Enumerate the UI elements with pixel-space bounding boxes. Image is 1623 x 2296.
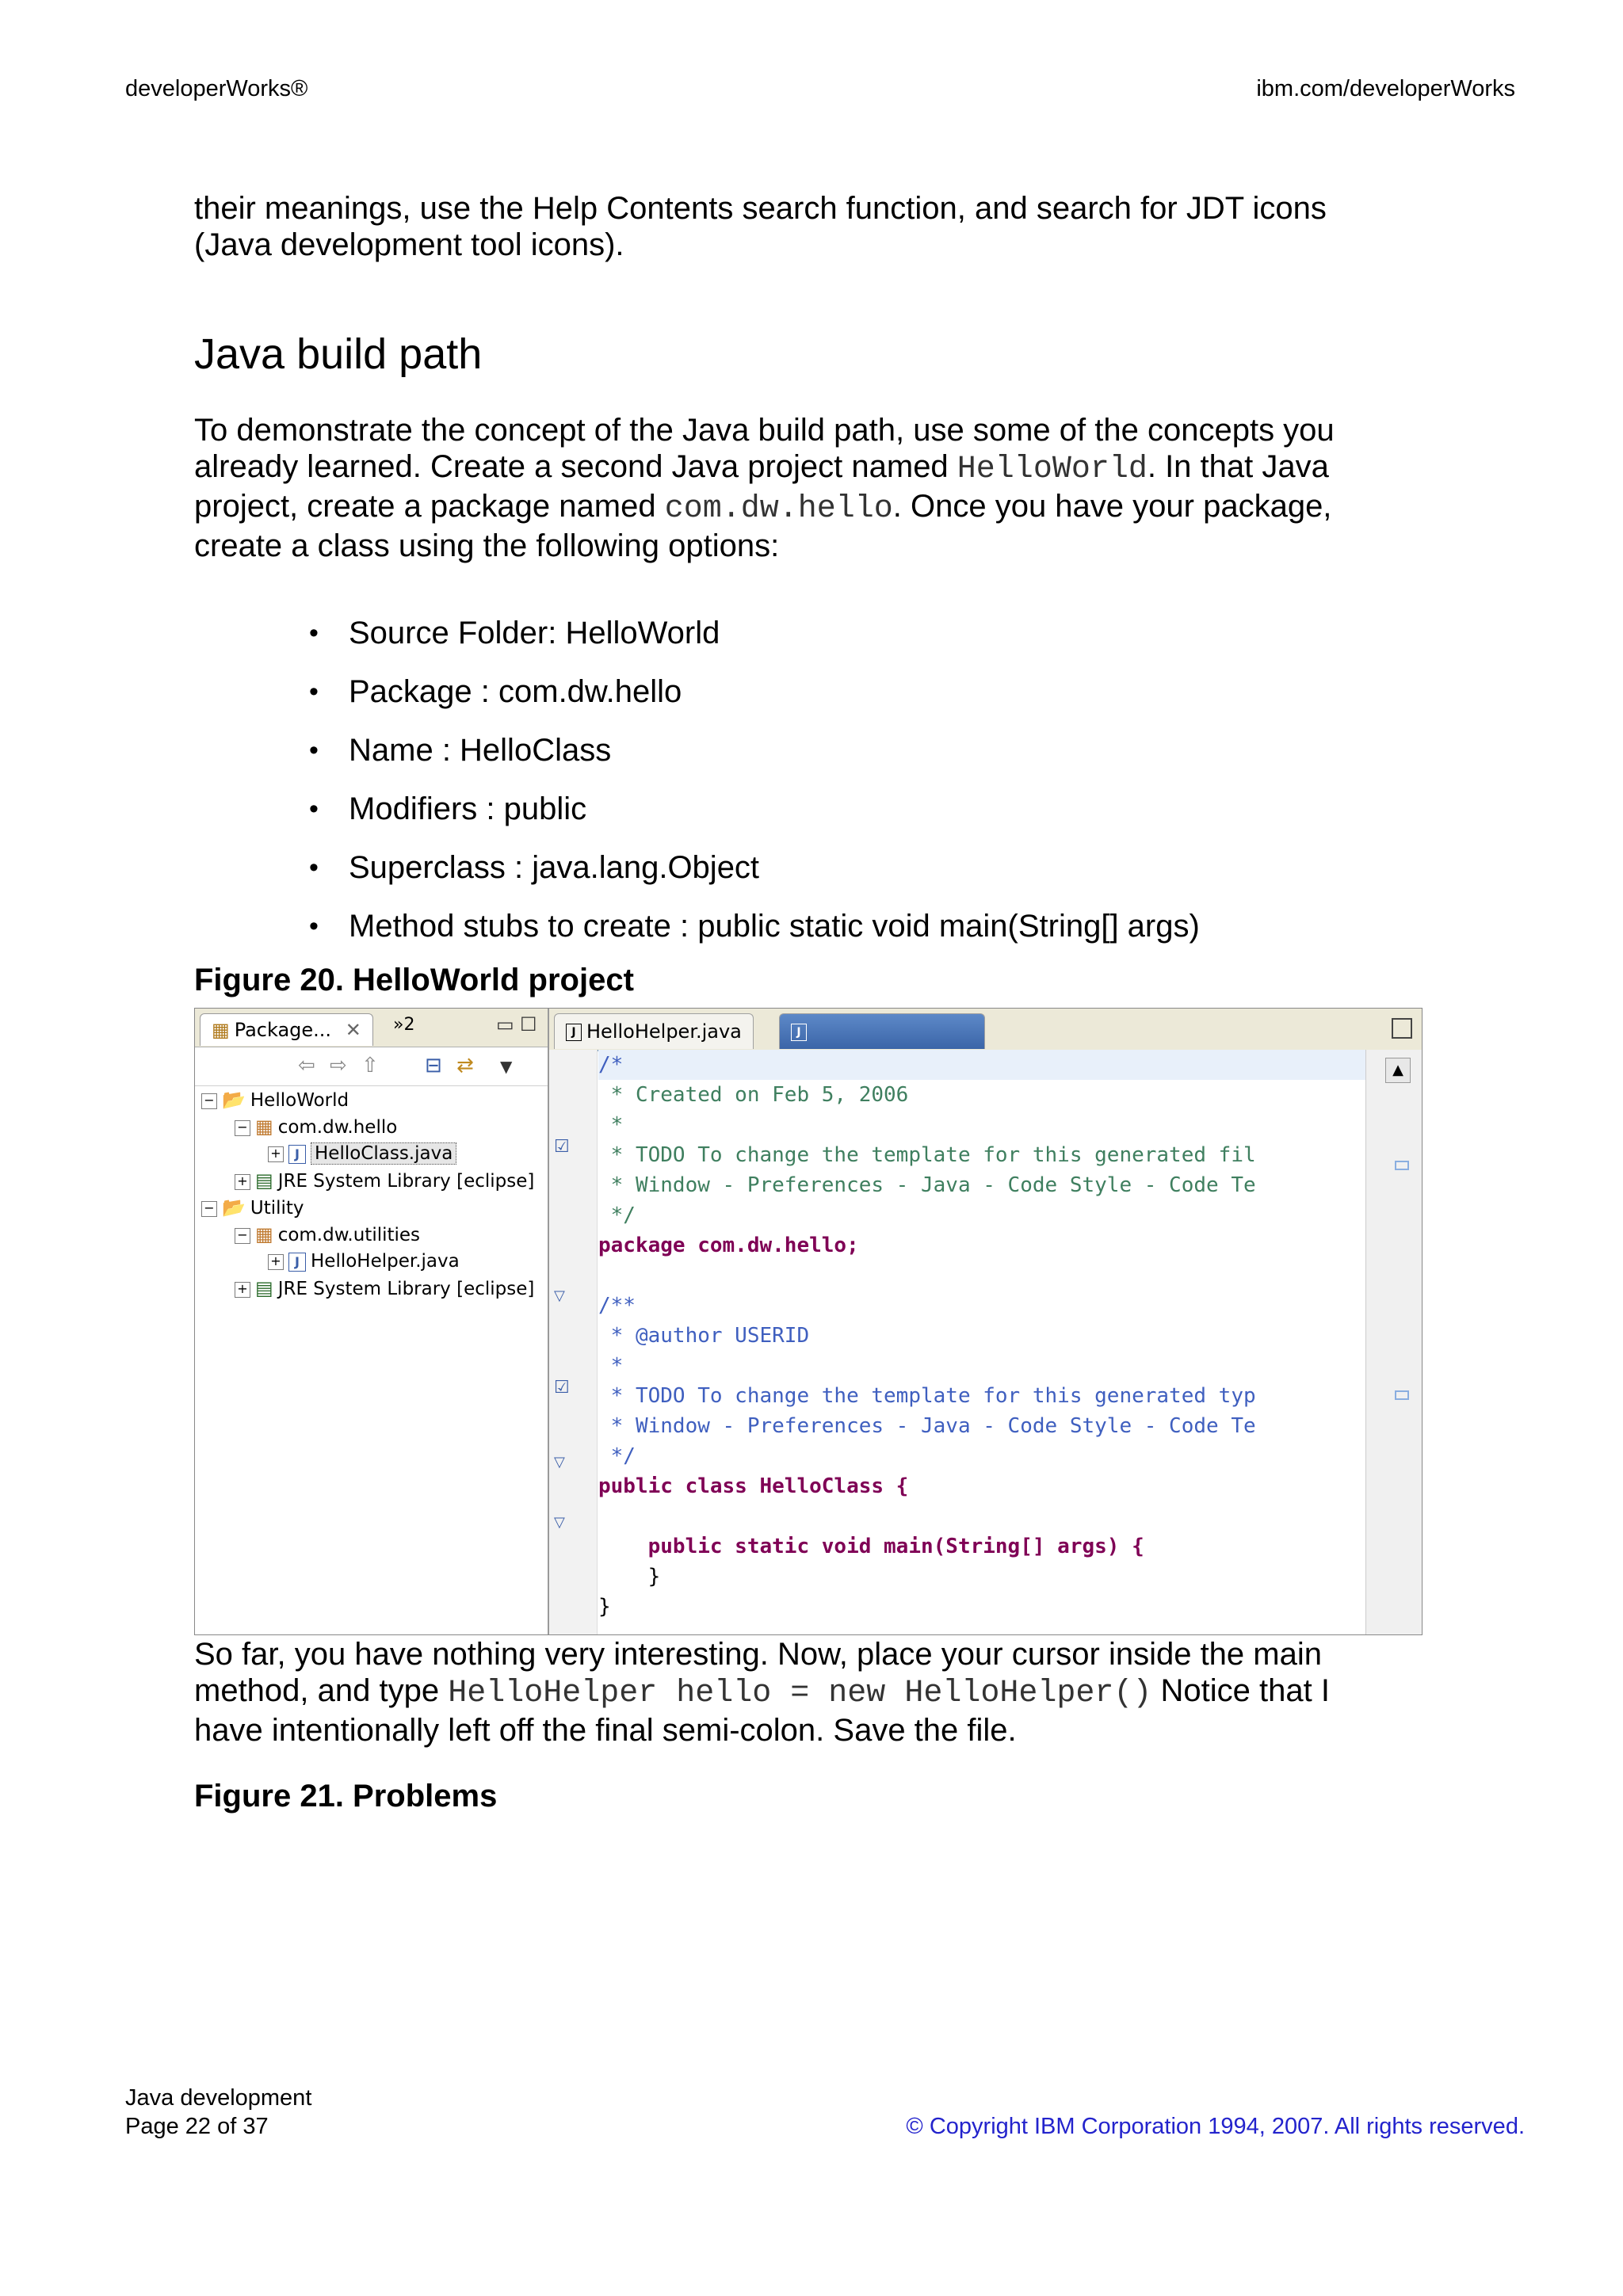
paragraph-line: already learned. Create a second Java project named HelloWorld. In that Java — [194, 449, 1329, 487]
package-explorer-toolbar — [195, 1047, 548, 1086]
paragraph-line: So far, you have nothing very interesting. Now, place your cursor inside the main — [194, 1637, 1322, 1672]
code-line: * @author USERID — [598, 1324, 810, 1348]
code-line: } — [598, 1565, 661, 1589]
expand-toggle-icon[interactable]: + — [235, 1282, 250, 1298]
tree-item-project[interactable]: − 📂 Utility — [201, 1194, 304, 1221]
task-marker-icon[interactable]: ☑ — [554, 1137, 570, 1157]
code-editor — [549, 1009, 1422, 1634]
fold-triangle-icon[interactable]: ▽ — [554, 1454, 565, 1470]
fold-triangle-icon[interactable]: ▽ — [554, 1287, 565, 1304]
code-line: */ — [598, 1203, 636, 1227]
tree-item-java-file[interactable]: + J HelloHelper.java — [268, 1248, 460, 1275]
expand-toggle-icon[interactable]: + — [268, 1254, 284, 1270]
package-explorer-icon: ▦ — [212, 1019, 230, 1041]
list-item: • Superclass : java.lang.Object — [301, 843, 1200, 902]
tree-item-library[interactable]: + ▤ JRE System Library [eclipse] — [235, 1167, 534, 1194]
code-line: * TODO To change the template for this generated fil — [598, 1143, 1256, 1167]
footer-page-number: Page 22 of 37 — [125, 2114, 269, 2139]
inline-code: HelloHelper hello = new HelloHelper() — [448, 1676, 1152, 1711]
paragraph-line: To demonstrate the concept of the Java build path, use some of the concepts you — [194, 413, 1335, 448]
tab-package-explorer[interactable]: ▦ Package... ✕ — [200, 1013, 373, 1046]
list-item: • Source Folder: HelloWorld — [301, 608, 1200, 667]
footer-doc-title: Java development — [125, 2085, 312, 2111]
library-icon: ▤ — [255, 1169, 273, 1192]
tab-helloclass[interactable] — [779, 1013, 985, 1049]
package-explorer-tabbar — [195, 1009, 548, 1047]
java-project-icon: 📂 — [222, 1089, 246, 1111]
paragraph-line: create a class using the following options: — [194, 528, 780, 563]
code-line: * — [598, 1113, 624, 1137]
inline-code: HelloWorld — [957, 452, 1148, 487]
figure-21-caption: Figure 21. Problems — [194, 1779, 498, 1814]
scroll-up-icon[interactable]: ▲ — [1385, 1058, 1411, 1083]
list-item: • Method stubs to create : public static void main(String[] args) — [301, 902, 1200, 960]
library-icon: ▤ — [255, 1277, 273, 1299]
tree-item-package[interactable]: − ▦ com.dw.hello — [235, 1113, 397, 1140]
eclipse-screenshot — [194, 1008, 1423, 1635]
editor-tabbar — [549, 1009, 1422, 1051]
editor-gutter — [549, 1050, 598, 1634]
up-icon[interactable]: ⇧ — [361, 1054, 379, 1077]
fold-triangle-icon[interactable]: ▽ — [554, 1514, 565, 1531]
intro-line: their meanings, use the Help Contents search function, and search for JDT icons — [194, 191, 1327, 226]
maximize-icon[interactable]: ☐ — [520, 1013, 537, 1035]
maximize-icon[interactable] — [1392, 1018, 1412, 1039]
java-file-icon: J — [566, 1024, 582, 1041]
after-figure-paragraph — [194, 1636, 1407, 1749]
collapse-toggle-icon[interactable]: − — [235, 1120, 250, 1136]
code-line: } — [598, 1595, 611, 1619]
code-line: * — [598, 1354, 624, 1378]
code-line: * Window - Preferences - Java - Code Style - Code Te — [598, 1414, 1256, 1438]
intro-line: (Java development tool icons). — [194, 227, 624, 262]
figure-20-caption: Figure 20. HelloWorld project — [194, 963, 634, 997]
footer-copyright-link[interactable]: © Copyright IBM Corporation 1994, 2007. All rights reserved. — [906, 2114, 1525, 2139]
code-line: /** — [598, 1294, 636, 1318]
paragraph-line: have intentionally left off the final semi-colon. Save the file. — [194, 1713, 1017, 1748]
inline-code: com.dw.hello — [664, 491, 893, 527]
code-text-area[interactable] — [598, 1050, 1366, 1634]
code-line: * Window - Preferences - Java - Code Style - Code Te — [598, 1173, 1256, 1197]
view-menu-chevron-down-icon[interactable]: ▼ — [500, 1057, 513, 1076]
code-line: * TODO To change the template for this generated typ — [598, 1384, 1256, 1408]
collapse-all-icon[interactable]: ⊟ — [425, 1054, 442, 1077]
tree-item-library[interactable]: + ▤ JRE System Library [eclipse] — [235, 1275, 534, 1302]
package-icon: ▦ — [255, 1223, 273, 1245]
list-item: • Package : com.dw.hello — [301, 667, 1200, 726]
intro-paragraph — [194, 190, 1407, 263]
close-icon[interactable]: ✕ — [345, 1019, 361, 1041]
package-explorer — [195, 1009, 549, 1634]
expand-toggle-icon[interactable]: + — [235, 1174, 250, 1190]
back-arrow-icon[interactable]: ⇦ — [298, 1054, 315, 1077]
class-options-list — [301, 608, 1200, 960]
code-line: /* — [598, 1050, 1366, 1080]
tree-item-package[interactable]: − ▦ com.dw.utilities — [235, 1221, 420, 1248]
paragraph-line: method, and type HelloHelper hello = new HelloHelper() Notice that I — [194, 1673, 1330, 1711]
code-line: public class HelloClass { — [598, 1474, 909, 1498]
java-project-icon: 📂 — [222, 1196, 246, 1219]
more-views-chevron[interactable]: »2 — [393, 1015, 415, 1035]
code-line: */ — [598, 1444, 636, 1468]
code-line: public static void main(String[] args) { — [598, 1535, 1144, 1558]
link-editor-icon[interactable]: ⇄ — [456, 1054, 474, 1077]
java-file-icon: J — [288, 1145, 306, 1164]
header-site-link[interactable]: ibm.com/developerWorks — [1256, 76, 1515, 101]
tree-item-java-file[interactable]: + J HelloClass.java — [268, 1140, 456, 1167]
minimize-icon[interactable]: ▭ — [496, 1013, 514, 1035]
tab-hellohelper[interactable]: J HelloHelper.java — [554, 1013, 754, 1049]
java-file-icon: J — [288, 1253, 306, 1272]
package-icon: ▦ — [255, 1116, 273, 1138]
collapse-toggle-icon[interactable]: − — [235, 1228, 250, 1244]
overview-task-marker[interactable] — [1395, 1161, 1409, 1170]
build-path-paragraph — [194, 412, 1407, 564]
list-item: • Name : HelloClass — [301, 726, 1200, 784]
section-title: Java build path — [194, 330, 483, 378]
list-item: • Modifiers : public — [301, 784, 1200, 843]
expand-toggle-icon[interactable]: + — [268, 1146, 284, 1162]
paragraph-line: project, create a package named com.dw.hello. Once you have your package, — [194, 489, 1332, 527]
collapse-toggle-icon[interactable]: − — [201, 1201, 217, 1217]
overview-task-marker[interactable] — [1395, 1390, 1409, 1400]
header-brand: developerWorks® — [125, 76, 308, 101]
forward-arrow-icon[interactable]: ⇨ — [330, 1054, 347, 1077]
collapse-toggle-icon[interactable]: − — [201, 1093, 217, 1109]
tree-item-project[interactable]: − 📂 HelloWorld — [201, 1086, 349, 1113]
code-line: package com.dw.hello; — [598, 1234, 859, 1257]
java-file-icon: J — [791, 1024, 807, 1041]
task-marker-icon[interactable]: ☑ — [554, 1378, 570, 1398]
code-line: * Created on Feb 5, 2006 — [598, 1083, 909, 1107]
vertical-scrollbar[interactable] — [1365, 1050, 1422, 1634]
